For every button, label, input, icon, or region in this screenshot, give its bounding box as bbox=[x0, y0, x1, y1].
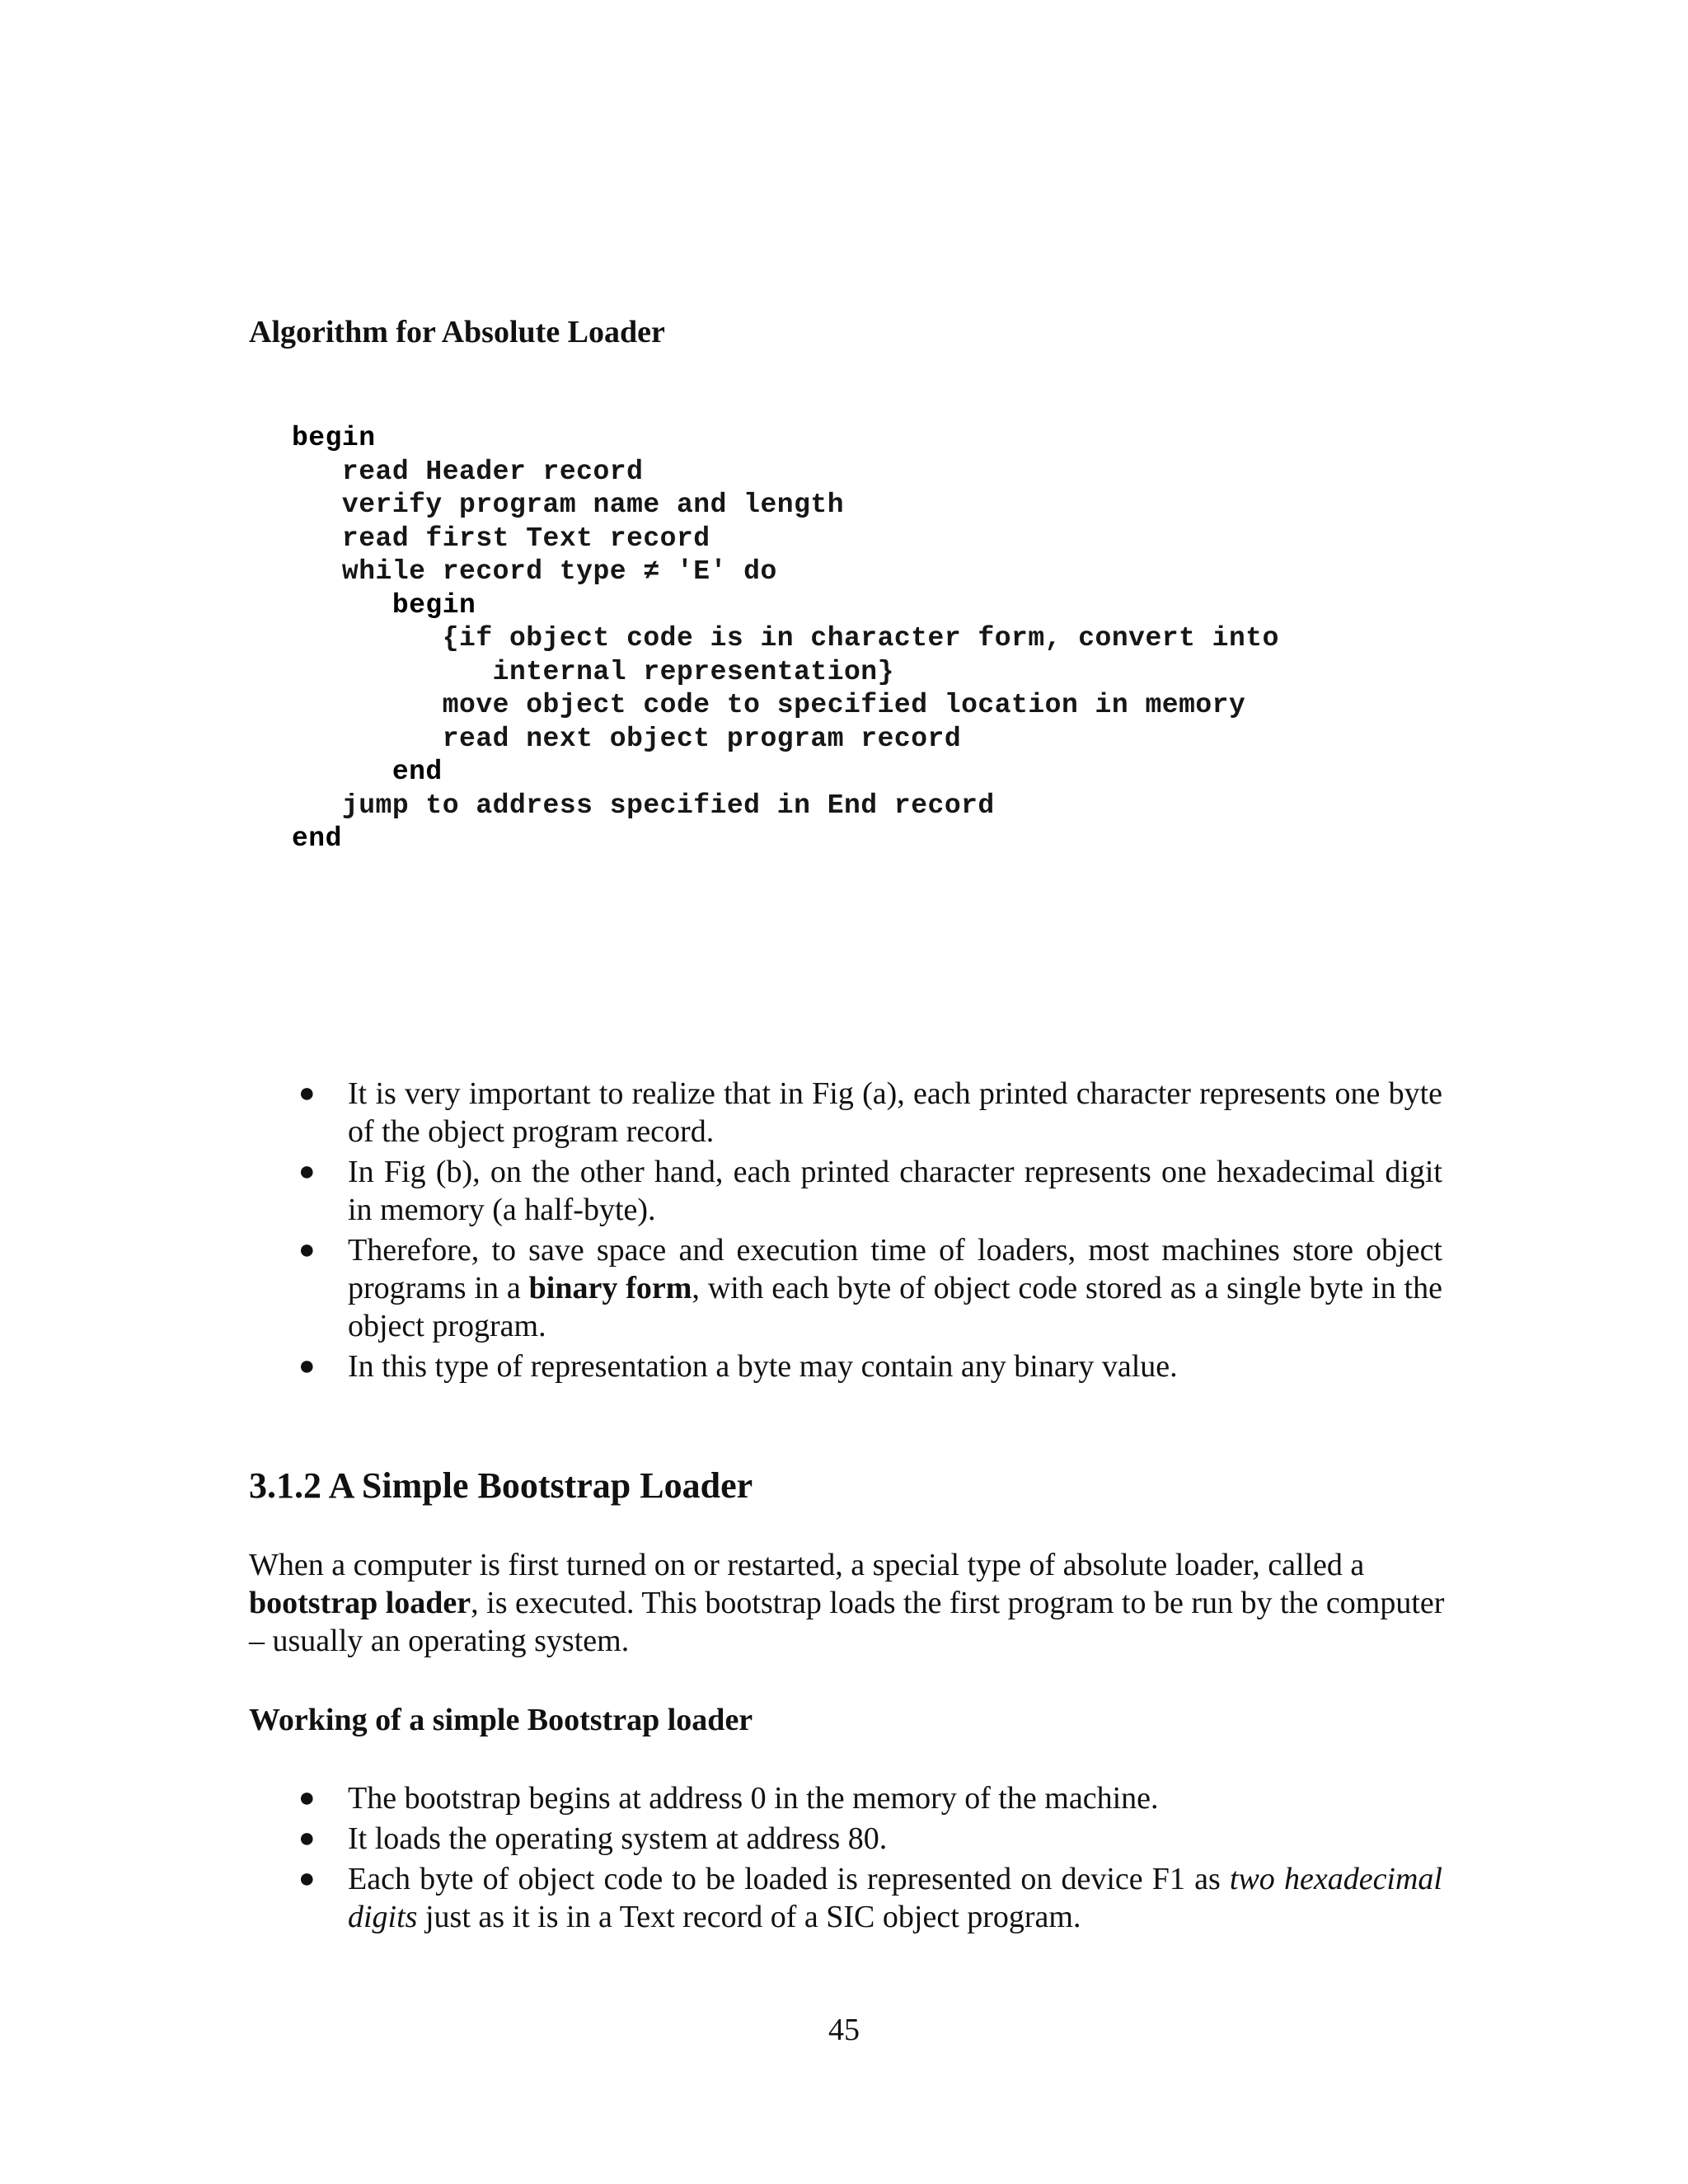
code-line: end bbox=[292, 757, 443, 787]
list-item-text: It is very important to realize that in Fig (a), each printed character represents one byte of the object program record. bbox=[348, 1076, 1442, 1149]
code-line: begin bbox=[292, 589, 476, 621]
list-item bbox=[290, 1231, 1442, 1345]
list-item-text: Each byte of object code to be loaded is represented on device F1 as bbox=[348, 1862, 1230, 1896]
sub-heading: Working of a simple Bootstrap loader bbox=[249, 1703, 753, 1737]
bullet-icon: ● bbox=[298, 1783, 316, 1813]
list-item-text: The bootstrap begins at address 0 in the memory of the machine. bbox=[348, 1781, 1159, 1816]
code-line: read first Text record bbox=[292, 523, 710, 554]
list-item bbox=[290, 1779, 1442, 1817]
list-item-text: In this type of representation a byte may contain any binary value. bbox=[348, 1349, 1178, 1384]
paragraph-text: , is executed. This bootstrap loads the first program to be run by the computer – usually an operating system. bbox=[249, 1586, 1445, 1658]
bootstrap-steps-list bbox=[290, 1779, 1442, 1938]
bullet-icon: ● bbox=[298, 1156, 316, 1187]
list-item-text: , with each byte of object code stored as a single byte in the object program. bbox=[348, 1271, 1442, 1343]
list-item bbox=[290, 1347, 1442, 1385]
code-line: read Header record bbox=[292, 456, 644, 487]
code-line: while record type ≠ 'E' do bbox=[292, 556, 777, 587]
page-number: 45 bbox=[828, 2013, 860, 2047]
intro-paragraph bbox=[249, 1546, 1452, 1660]
list-item bbox=[290, 1860, 1442, 1936]
code-line: internal representation} bbox=[292, 656, 894, 687]
code-line: read next object program record bbox=[292, 723, 962, 754]
list-item bbox=[290, 1075, 1442, 1151]
loader-notes-list bbox=[290, 1075, 1442, 1388]
list-item-text: just as it is in a Text record of a SIC object program. bbox=[417, 1900, 1081, 1934]
hex-digits-term: two hexadecimal digits bbox=[348, 1862, 1442, 1934]
bullet-icon: ● bbox=[298, 1351, 316, 1381]
paragraph-text: When a computer is first turned on or restarted, a special type of absolute loader, called a bbox=[249, 1548, 1365, 1582]
bullet-icon: ● bbox=[298, 1863, 316, 1894]
pseudocode-figure bbox=[292, 422, 1279, 883]
list-item-text: Therefore, to save space and execution time of loaders, most machines store object programs in a bbox=[348, 1233, 1442, 1305]
code-line: begin bbox=[292, 423, 376, 453]
section-title: 3.1.2 A Simple Bootstrap Loader bbox=[249, 1465, 753, 1506]
list-item bbox=[290, 1820, 1442, 1858]
bullet-icon: ● bbox=[298, 1823, 316, 1854]
binary-form-term: binary form bbox=[528, 1271, 692, 1305]
code-line: move object code to specified location in memory bbox=[292, 690, 1246, 720]
code-line: end bbox=[292, 823, 342, 854]
bullet-icon: ● bbox=[298, 1078, 316, 1108]
code-line: {if object code is in character form, convert into bbox=[292, 623, 1279, 654]
bullet-icon: ● bbox=[298, 1235, 316, 1265]
list-item-text: In Fig (b), on the other hand, each printed character represents one hexadecimal digit in memory (a half-byte). bbox=[348, 1155, 1442, 1227]
algorithm-heading: Algorithm for Absolute Loader bbox=[249, 315, 665, 349]
bootstrap-loader-term: bootstrap loader bbox=[249, 1586, 471, 1620]
code-line: verify program name and length bbox=[292, 490, 845, 520]
code-line: jump to address specified in End record bbox=[292, 790, 995, 821]
list-item bbox=[290, 1153, 1442, 1229]
list-item-text: It loads the operating system at address 80. bbox=[348, 1821, 888, 1856]
